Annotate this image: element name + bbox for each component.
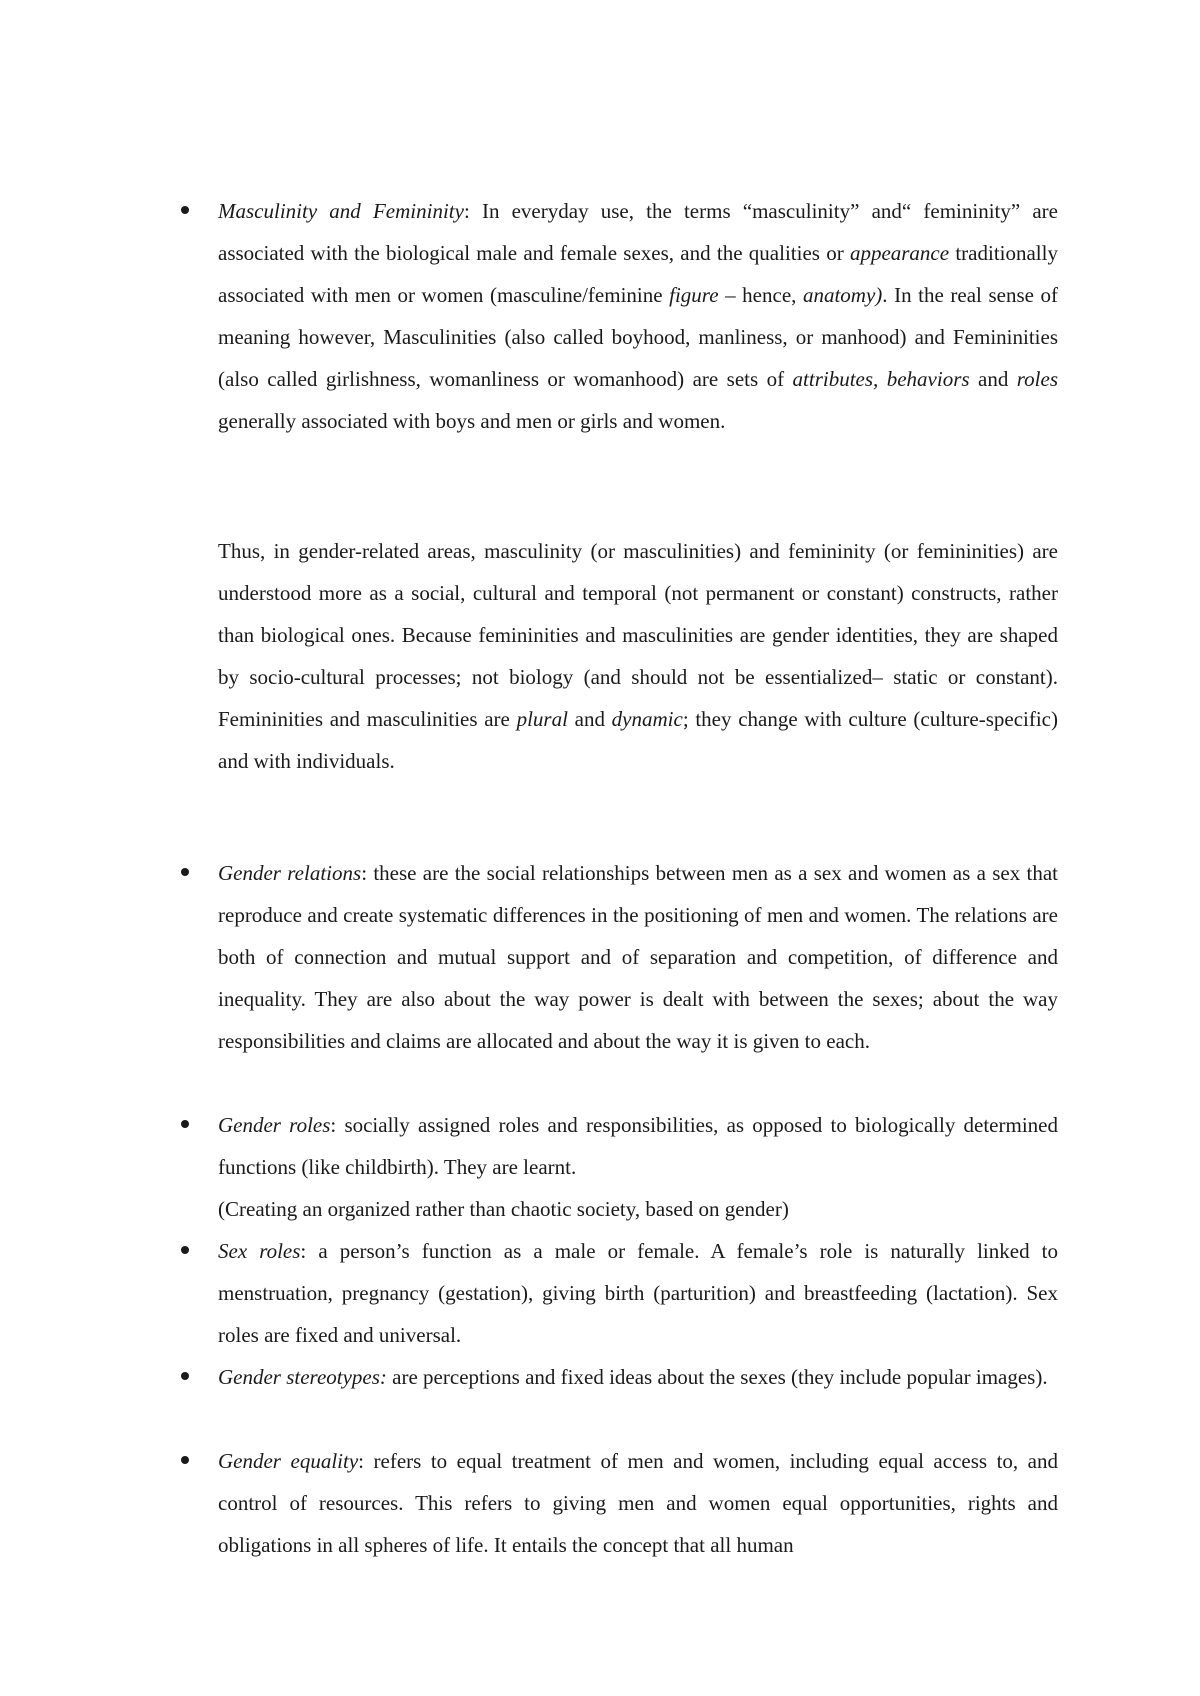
gender-roles-note: (Creating an organized rather than chaotic society, based on gender) xyxy=(218,1197,789,1221)
emphasis-text: dynamic xyxy=(611,707,683,731)
bullet-icon xyxy=(181,868,189,876)
definition-text: socially assigned roles and responsibilities, as opposed to biologically determined functions (like childbirth). They are learnt. xyxy=(218,1113,1058,1179)
definition-text: generally associated with boys and men or girls and women. xyxy=(218,409,726,433)
term-masculinity-femininity: Masculinity and Femininity xyxy=(218,199,464,223)
thus-paragraph xyxy=(218,530,1058,782)
definition-text: – hence, xyxy=(718,283,803,307)
term-gender-roles: Gender roles xyxy=(218,1113,331,1137)
masculinity-femininity-item xyxy=(218,190,1058,442)
emphasis-text: appearance xyxy=(849,241,950,265)
emphasis-text: roles xyxy=(1016,367,1058,391)
definition-text: . In the real sense of meaning however, Masculinities (also called boyhood, manliness, or manhood) and Femininities (also called girlishness, womanliness or womanhood) are sets of xyxy=(218,283,1058,391)
term-gender-relations: Gender relations xyxy=(218,861,362,885)
term-gender-stereotypes: Gender stereotypes: xyxy=(218,1365,387,1389)
paragraph-text: Thus, in gender-related areas, masculinity (or masculinities) and femininity (or femininities) are understood more as a social, cultural and temporal (not permanent or constant) constructs, rather than biological ones. Because femininities and masculinities are gender identities, they are shaped by socio-cultural processes; not biology (and should not be essentialized– static or constant). Femininities and masculinities are xyxy=(218,539,1058,731)
definition-text: these are the social relationships between men as a sex and women as a sex that reproduce and create systematic differences in the positioning of men and women. The relations are both of connection and mutual support and of separation and competition, of difference and inequality. They are also about the way power is dealt with between the sexes; about the way responsibilities and claims are allocated and about the way it is given to each. xyxy=(218,861,1058,1053)
bullet-icon xyxy=(181,206,189,214)
definition-text: a person’s function as a male or female. A female’s role is naturally linked to menstruation, pregnancy (gestation), giving birth (parturition) and breastfeeding (lactation). Sex roles are fixed and universal. xyxy=(218,1239,1058,1347)
term-gender-equality: Gender equality xyxy=(218,1449,359,1473)
gender-stereotypes-item xyxy=(218,1356,1058,1398)
emphasis-text: anatomy) xyxy=(802,283,883,307)
paragraph-text: and xyxy=(567,707,612,731)
emphasis-text: attributes, behaviors xyxy=(792,367,970,391)
term-separator: : xyxy=(300,1239,319,1263)
bullet-icon xyxy=(181,1456,189,1464)
definition-text: refers to equal treatment of men and women, including equal access to, and control of resources. This refers to giving men and women equal opportunities, rights and obligations in all spheres of life. It entails the concept that all human xyxy=(218,1449,1059,1557)
bullet-icon xyxy=(181,1372,189,1380)
gender-roles-item xyxy=(218,1104,1058,1230)
term-separator: : xyxy=(463,199,482,223)
definition-text: and xyxy=(969,367,1017,391)
gender-relations-item xyxy=(218,852,1058,1062)
emphasis-text: plural xyxy=(516,707,568,731)
term-separator: : xyxy=(358,1449,374,1473)
definition-text: traditionally associated with men or women (masculine/feminine xyxy=(218,241,1058,307)
term-separator: : xyxy=(330,1113,345,1137)
term-sex-roles: Sex roles xyxy=(218,1239,301,1263)
emphasis-text: figure xyxy=(669,283,719,307)
definition-text: are perceptions and fixed ideas about the sexes (they include popular images). xyxy=(392,1365,1048,1389)
gender-equality-item xyxy=(218,1440,1058,1566)
bullet-icon xyxy=(181,1246,189,1254)
bullet-icon xyxy=(181,1120,189,1128)
term-separator: : xyxy=(361,861,374,885)
paragraph-text: ; they change with culture (culture-specific) and with individuals. xyxy=(218,707,1058,773)
definition-text: In everyday use, the terms “masculinity” and“ femininity” are associated with the biological male and female sexes, and the qualities or xyxy=(218,199,1058,265)
sex-roles-item xyxy=(218,1230,1058,1356)
